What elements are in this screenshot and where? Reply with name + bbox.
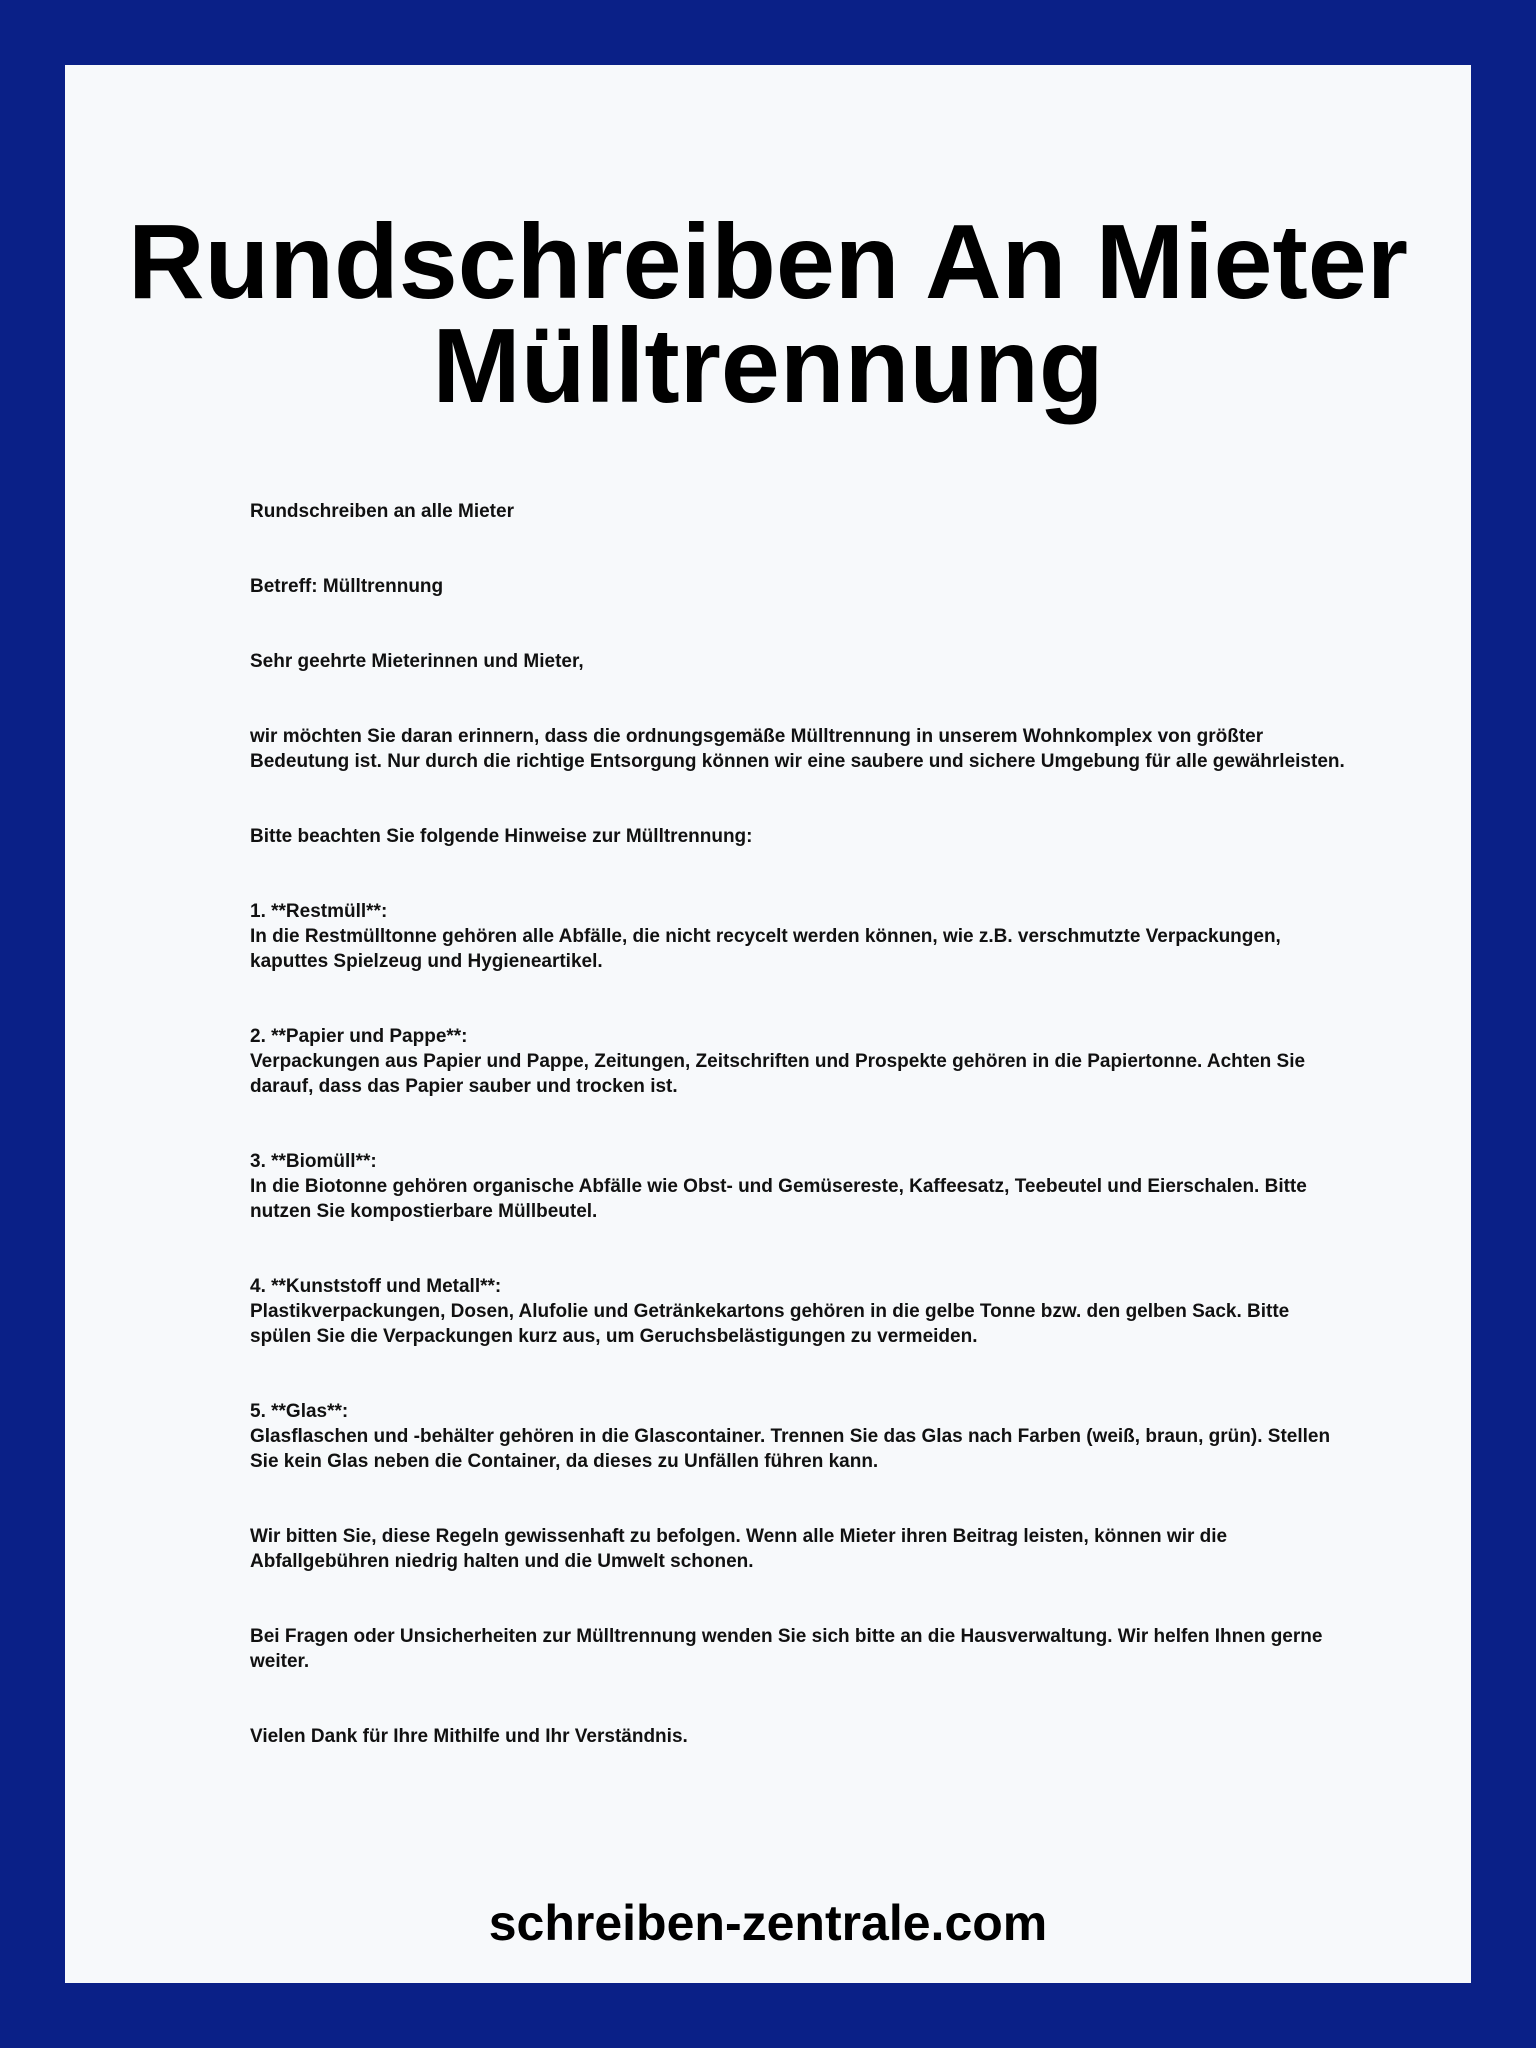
section-text: In die Biotonne gehören organische Abfälle wie Obst- und Gemüsereste, Kaffeesatz, Teebeutel und Eierschalen. Bitte nutzen Sie kompostierbare Müllbeutel. [250, 1176, 1307, 1222]
letter-request: Wir bitten Sie, diese Regeln gewissenhaft zu befolgen. Wenn alle Mieter ihren Beitrag leisten, können wir die Abfallgebühren niedrig halten und die Umwelt schonen. [250, 1526, 1228, 1572]
letter-notice: Bitte beachten Sie folgende Hinweise zur Mülltrennung: [250, 826, 753, 847]
letter-salutation: Sehr geehrte Mieterinnen und Mieter, [250, 651, 584, 672]
page-title-line-1: Rundschreiben An Mieter [127, 203, 1409, 321]
section-label: 2. **Papier und Pappe**: [250, 1026, 468, 1047]
letter-questions: Bei Fragen oder Unsicherheiten zur Mülltrennung wenden Sie sich bitte an die Hausverwaltung. Wir helfen Ihnen gerne weiter. [250, 1626, 1323, 1672]
section-label: 4. **Kunststoff und Metall**: [250, 1276, 502, 1297]
section-text: Plastikverpackungen, Dosen, Alufolie und Getränkekartons gehören in die gelbe Tonne bzw. den gelben Sack. Bitte spülen Sie die Verpackungen kurz aus, um Geruchsbelästigungen zu vermeiden. [250, 1301, 1290, 1347]
section-label: 1. **Restmüll**: [250, 901, 388, 922]
section-text: Glasflaschen und -behälter gehören in die Glascontainer. Trennen Sie das Glas nach Farben (weiß, braun, grün). Stellen Sie kein Glas neben die Container, da dieses zu Unfällen führen kann. [250, 1426, 1331, 1472]
letter-body [250, 499, 1350, 1799]
section-text: Verpackungen aus Papier und Pappe, Zeitungen, Zeitschriften und Prospekte gehören in die Papiertonne. Achten Sie darauf, dass das Papier sauber und trocken ist. [250, 1051, 1306, 1097]
section-biomuell [250, 1149, 1350, 1224]
letter-closing: Vielen Dank für Ihre Mithilfe und Ihr Verständnis. [250, 1726, 688, 1747]
section-glas [250, 1399, 1350, 1474]
section-label: 5. **Glas**: [250, 1401, 349, 1422]
site-footer-link[interactable]: schreiben-zentrale.com [488, 1895, 1048, 1951]
section-kunststoff [250, 1274, 1350, 1349]
letter-subject: Betreff: Mülltrennung [250, 576, 444, 597]
page-title [65, 203, 1471, 425]
page-title-line-2: Mülltrennung [432, 307, 1104, 425]
section-label: 3. **Biomüll**: [250, 1151, 377, 1172]
section-text: In die Restmülltonne gehören alle Abfälle, die nicht recycelt werden können, wie z.B. verschmutzte Verpackungen, kaputtes Spielzeug und Hygieneartikel. [250, 926, 1281, 972]
letter-heading: Rundschreiben an alle Mieter [250, 501, 514, 522]
section-papier [250, 1024, 1350, 1099]
section-restmuell [250, 899, 1350, 974]
document-page [65, 65, 1471, 1983]
letter-intro: wir möchten Sie daran erinnern, dass die ordnungsgemäße Mülltrennung in unserem Wohnkomplex von größter Bedeutung ist. Nur durch die richtige Entsorgung können wir eine saubere und sichere Umgebung für alle gewährleisten. [250, 726, 1345, 772]
